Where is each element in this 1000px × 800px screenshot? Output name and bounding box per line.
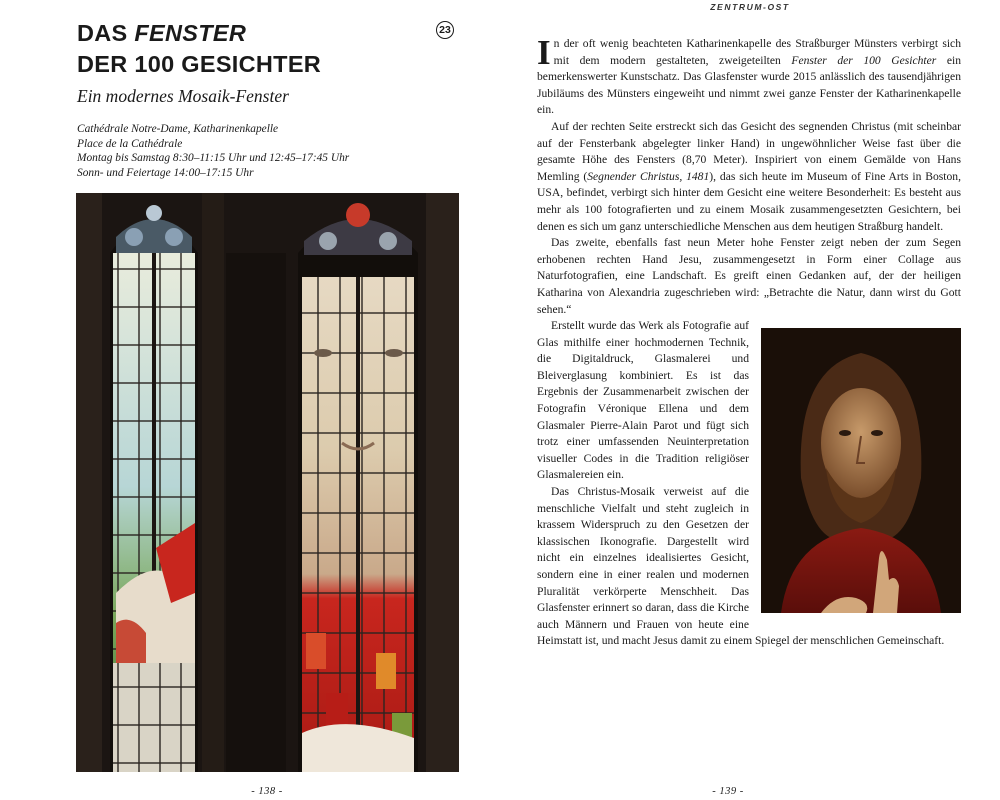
article-body (537, 33, 962, 650)
paragraph-2: Auf der rechten Seite erstreckt sich das Gesicht des segnenden Christus (mit scheinbar auf der Fensterbank abgelegter linker Hand) in ungewöhnlicher Weise fast über die gesamte Höhe des Fensters (8,70 Meter). Inspiriert von einem Gemälde von Hans Memling (Segnender Christus, 1481), das sich heute im Museum of Fine Arts in Boston, USA, befindet, verbirgt sich hinter dem Gesicht eine weitere Besonderheit: Es besteht aus mehr als 100 fotografierten und zu einem Mosaik zusammengesetzten Gesichtern, bei denen es sich um ganz unterschiedliche Menschen aus dem heutigen Straßburg handelt. (537, 119, 962, 233)
page-subtitle: Ein modernes Mosaik-Fenster (77, 86, 289, 106)
entry-number-badge: 23 (436, 21, 454, 39)
paragraph-5: Das Christus-Mosaik verweist auf die menschliche Vielfalt und steht zugleich in krassem Widerspruch zu den Gesetzen der klassischen Ikonografie. Dargestellt wird nicht ein einzelnes idealisiertes Gesicht, sondern eine in einer realen und modernen Pluralität verkörperte Menschheit. Das Glasfenster erinnert so daran, dass die Kirche auch Männern und Frauen von heute eine Heimstatt ist, und macht Jesus damit zu einem Spiegel der menschlichen Gemeinschaft. (537, 485, 945, 648)
drop-cap: I (537, 33, 551, 72)
running-head: ZENTRUM-OST (710, 2, 790, 12)
paragraph-4: Erstellt wurde das Werk als Fotografie auf Glas mithilfe einer hochmodernen Technik, die Digitaldruck, Glasmalerei und Bleiverglasung kombiniert. Es ist das Ergebnis der Zusammenarbeit zwischen der Fotografin Véronique Ellena und dem Glasmaler Pierre-Alain Parot und fügt sich trotz einer umfassenden Neuinterpretation visueller Codes in die Tradition religiöser Glasmalereien ein. (537, 319, 749, 482)
page-number-left: - 138 - (251, 786, 283, 797)
page-title (77, 18, 321, 80)
title-line-2: DER 100 GESICHTER (77, 51, 322, 77)
right-page (500, 0, 1000, 800)
paragraph-1: In der oft wenig beachteten Katharinenkapelle des Straßburger Münsters verbirgt sich mit dem modern gestalteten, zweigeteilten Fenster der 100 Gesichter ein bemerkenswerter Kunstschatz. Das Glasfenster wurde 2015 anlässlich des tausendjährigen Jubiläums des Münsters eingeweiht und nimmt zwei ganze Fenster der Katharinenkapelle ein. (537, 33, 962, 117)
visitor-info (77, 122, 349, 181)
stained-glass-photo (76, 193, 459, 772)
title-line-1: DAS FENSTER (77, 20, 247, 46)
info-hours-weekdays: Montag bis Samstag 8:30–11:15 Uhr und 12:45–17:45 Uhr (77, 152, 350, 165)
info-address: Place de la Cathédrale (77, 137, 183, 150)
paragraph-3: Das zweite, ebenfalls fast neun Meter hohe Fenster zeigt neben der zum Segen erhobenen rechten Hand Jesu, zusammengesetzt in Form einer Collage aus Naturfotografien, eine Landschaft. Es greift einen Gedanken auf, der der heiligen Katharina von Alexandria zugeschrieben wird: „Betrachte die Natur, dann wirst du Gott sehen.“ (537, 236, 961, 316)
info-hours-holidays: Sonn- und Feiertage 14:00–17:15 Uhr (77, 167, 254, 180)
info-location: Cathédrale Notre-Dame, Katharinenkapelle (77, 123, 279, 135)
page-number-right: - 139 - (712, 786, 744, 797)
memling-christ-portrait (761, 328, 961, 613)
